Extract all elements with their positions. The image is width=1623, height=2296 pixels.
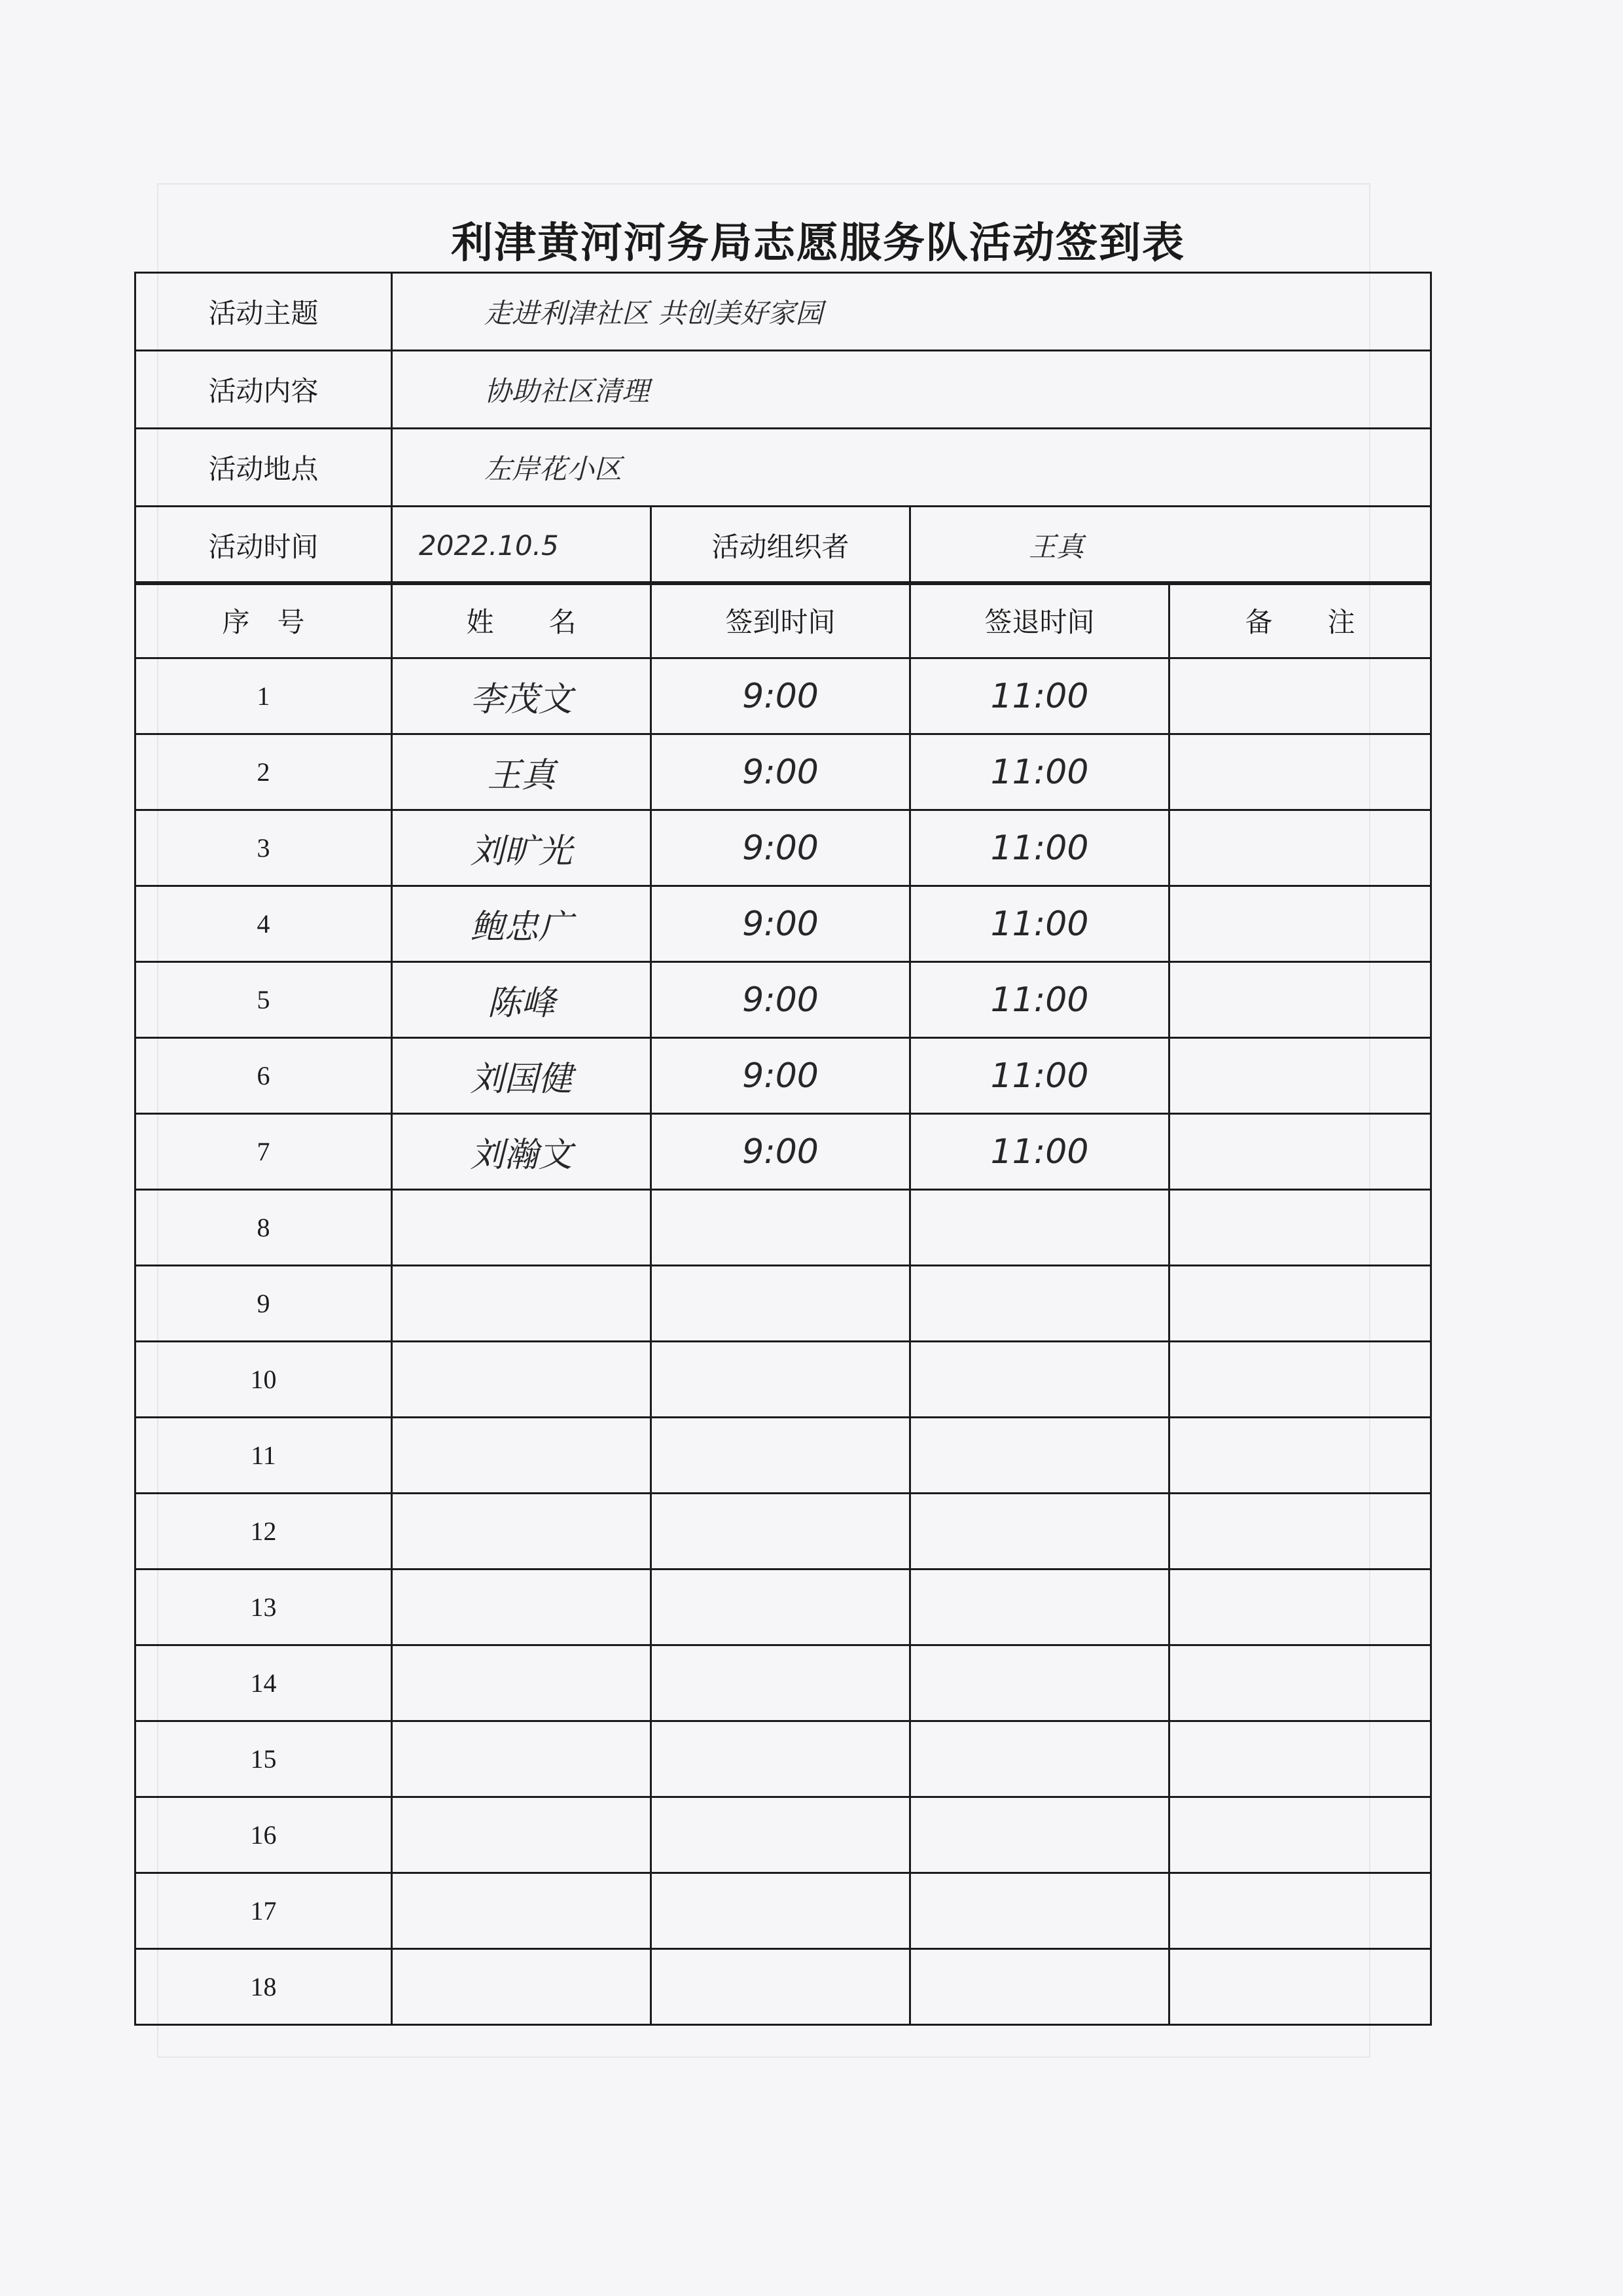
row-sign-in-time [651,1418,910,1494]
row-number: 14 [135,1645,392,1721]
row-name [392,1418,651,1494]
content-value: 协助社区清理 [392,351,1431,429]
table-row [135,962,1431,1038]
table-row [135,734,1431,810]
row-number: 2 [135,734,392,810]
table-row [135,1266,1431,1342]
row-sign-out-time [910,1266,1169,1342]
row-sign-out-time [910,1418,1169,1494]
row-sign-in-time: 9:00 [651,886,910,962]
row-number: 1 [135,658,392,734]
row-remarks [1169,1342,1431,1418]
organizer-label: 活动组织者 [651,507,910,584]
row-remarks [1169,810,1431,886]
table-row [135,1038,1431,1114]
row-sign-in-time [651,1494,910,1570]
row-name: 陈峰 [392,962,651,1038]
row-sign-out-time: 11:00 [910,886,1169,962]
row-sign-out-time [910,1797,1169,1873]
row-sign-in-time [651,1645,910,1721]
row-number: 16 [135,1797,392,1873]
col-header-name: 姓 名 [392,583,651,658]
content-row [135,351,1431,429]
row-remarks [1169,962,1431,1038]
row-remarks [1169,1570,1431,1645]
content-label: 活动内容 [135,351,392,429]
location-value: 左岸花小区 [392,429,1431,507]
table-row [135,1645,1431,1721]
row-sign-in-time [651,1949,910,2025]
row-sign-in-time: 9:00 [651,1114,910,1190]
row-sign-in-time: 9:00 [651,734,910,810]
row-remarks [1169,1114,1431,1190]
row-sign-out-time [910,1645,1169,1721]
time-value: 2022.10.5 [392,507,651,584]
row-sign-out-time: 11:00 [910,962,1169,1038]
row-remarks [1169,1949,1431,2025]
row-sign-in-time [651,1190,910,1266]
row-number: 9 [135,1266,392,1342]
time-label: 活动时间 [135,507,392,584]
row-sign-out-time [910,1494,1169,1570]
row-remarks [1169,1190,1431,1266]
row-remarks [1169,1797,1431,1873]
row-sign-out-time: 11:00 [910,1038,1169,1114]
row-name [392,1494,651,1570]
row-name: 鲍忠广 [392,886,651,962]
row-sign-in-time [651,1266,910,1342]
row-name: 王真 [392,734,651,810]
table-row [135,1342,1431,1418]
col-header-sign-in: 签到时间 [651,583,910,658]
row-sign-out-time [910,1342,1169,1418]
table-row [135,886,1431,962]
row-sign-out-time: 11:00 [910,810,1169,886]
sign-in-sheet [134,272,1430,2052]
row-sign-out-time [910,1949,1169,2025]
row-sign-in-time [651,1342,910,1418]
table-row [135,1873,1431,1949]
col-header-sign-out: 签退时间 [910,583,1169,658]
row-remarks [1169,658,1431,734]
row-remarks [1169,1494,1431,1570]
theme-row [135,273,1431,351]
table-row [135,1190,1431,1266]
row-number: 6 [135,1038,392,1114]
row-remarks [1169,734,1431,810]
row-remarks [1169,1418,1431,1494]
row-number: 15 [135,1721,392,1797]
row-name [392,1342,651,1418]
row-number: 13 [135,1570,392,1645]
form-title: 利津黄河河务局志愿服务队活动签到表 [451,219,1185,268]
col-header-number: 序 号 [135,583,392,658]
table-row [135,810,1431,886]
row-sign-in-time: 9:00 [651,962,910,1038]
row-sign-in-time [651,1797,910,1873]
row-sign-out-time: 11:00 [910,734,1169,810]
table-row [135,1797,1431,1873]
row-name [392,1570,651,1645]
row-name [392,1266,651,1342]
time-row [135,507,1431,584]
row-name [392,1797,651,1873]
row-sign-in-time [651,1721,910,1797]
row-name: 刘旷光 [392,810,651,886]
row-sign-out-time [910,1721,1169,1797]
table-row [135,1494,1431,1570]
row-sign-in-time: 9:00 [651,658,910,734]
row-remarks [1169,1038,1431,1114]
organizer-value: 王真 [910,507,1431,584]
row-name [392,1721,651,1797]
table-row [135,1418,1431,1494]
table-row [135,1721,1431,1797]
row-name [392,1873,651,1949]
table-row [135,1570,1431,1645]
row-number: 18 [135,1949,392,2025]
activity-info-table [134,272,1432,585]
row-remarks [1169,1873,1431,1949]
location-label: 活动地点 [135,429,392,507]
row-number: 11 [135,1418,392,1494]
location-row [135,429,1431,507]
row-sign-in-time: 9:00 [651,1038,910,1114]
row-number: 4 [135,886,392,962]
column-header-row [135,583,1431,658]
row-sign-in-time: 9:00 [651,810,910,886]
row-name [392,1190,651,1266]
row-sign-out-time: 11:00 [910,658,1169,734]
row-sign-out-time: 11:00 [910,1114,1169,1190]
col-header-remarks: 备 注 [1169,583,1431,658]
table-row [135,1949,1431,2025]
row-number: 10 [135,1342,392,1418]
attendance-table [134,581,1432,2026]
row-number: 12 [135,1494,392,1570]
row-name: 李茂文 [392,658,651,734]
row-name [392,1645,651,1721]
row-sign-in-time [651,1873,910,1949]
row-remarks [1169,1645,1431,1721]
row-remarks [1169,886,1431,962]
table-row [135,1114,1431,1190]
row-name: 刘国健 [392,1038,651,1114]
row-number: 17 [135,1873,392,1949]
table-row [135,658,1431,734]
row-number: 8 [135,1190,392,1266]
theme-value: 走进利津社区 共创美好家园 [392,273,1431,351]
row-sign-in-time [651,1570,910,1645]
row-remarks [1169,1721,1431,1797]
row-number: 3 [135,810,392,886]
row-sign-out-time [910,1190,1169,1266]
row-name [392,1949,651,2025]
row-name: 刘瀚文 [392,1114,651,1190]
row-sign-out-time [910,1570,1169,1645]
theme-label: 活动主题 [135,273,392,351]
row-remarks [1169,1266,1431,1342]
row-number: 7 [135,1114,392,1190]
row-sign-out-time [910,1873,1169,1949]
row-number: 5 [135,962,392,1038]
